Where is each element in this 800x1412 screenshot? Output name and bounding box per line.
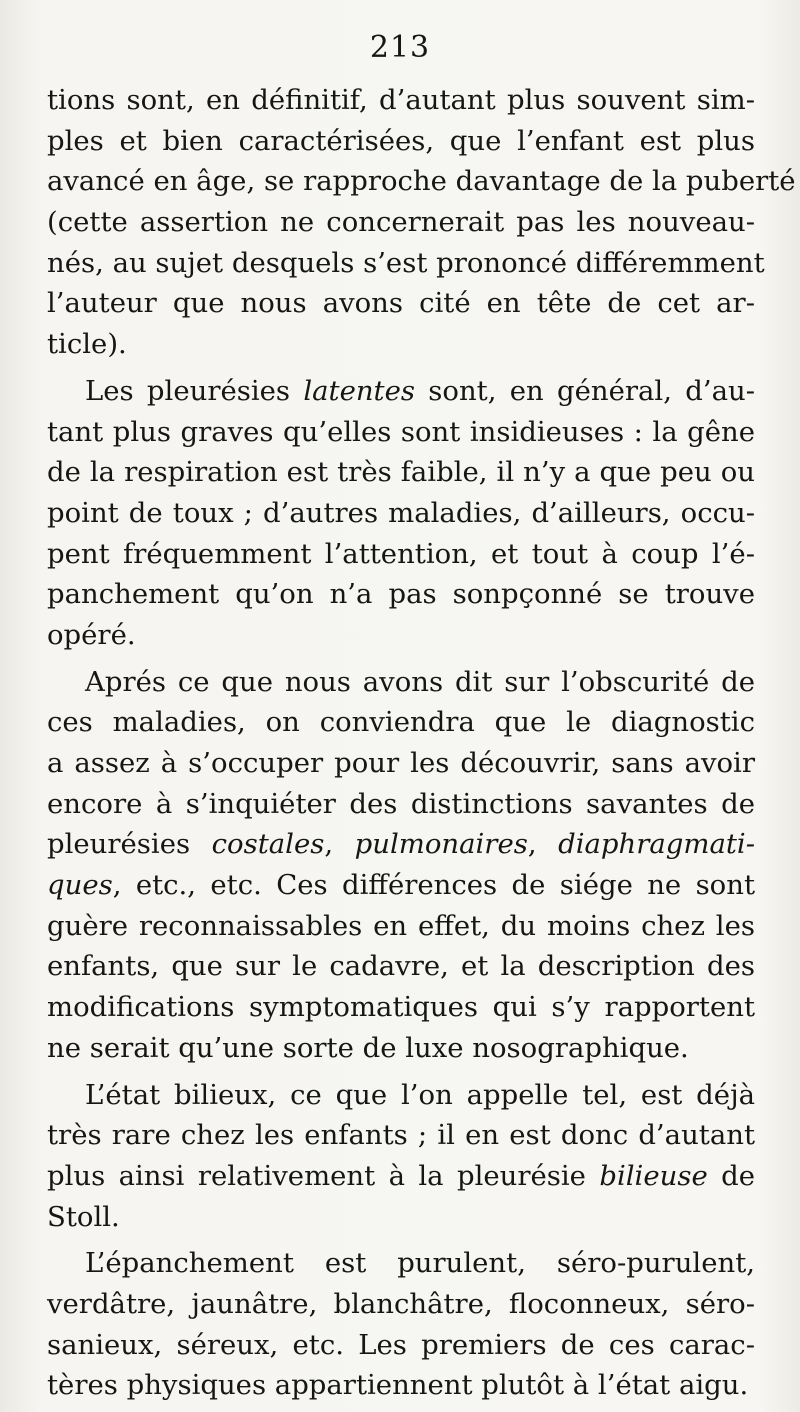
text-line: ces maladies, on conviendra que le diagnostic [47,706,755,739]
text-line: point de toux ; d’autres maladies, d’ailleurs, occu- [47,496,755,529]
page-number: 213 [369,30,431,65]
text-line: de la respiration est très faible, il n’y a que peu ou [47,456,755,489]
text-line: plus ainsi relativement à la pleurésie bilieuse de [47,1159,756,1192]
text-line: encore à s’inquiéter des distinctions savantes de [47,787,755,820]
text-line: (cette assertion ne concernerait pas les nouveau- [47,206,755,239]
text-line: tions sont, en définitif, d’autant plus souvent sim- [47,84,755,116]
text-line: nés, au sujet desquels s’est prononcé différemment [47,246,765,279]
text-line: avancé en âge, se rapproche davantage de la puberté [47,165,796,198]
text-line: enfants, que sur le cadavre, et la description des [47,950,755,983]
text-line: pleurésies costales, pulmonaires, diaphragmati- [47,828,756,861]
text-line: ples et bien caractérisées, que l’enfant est plus [47,124,755,157]
text-line: modifications symptomatiques qui s’y rapportent [47,991,755,1024]
text-line: guère reconnaissables en effet, du moins chez les [47,909,755,942]
text-line: panchement qu’on n’a pas sonpçonné se trouve [47,578,755,611]
text-line: verdâtre, jaunâtre, blanchâtre, floconneux, séro- [47,1287,755,1320]
text-line: a assez à s’occuper pour les découvrir, sans avoir [47,747,755,779]
text-line: tant plus graves qu’elles sont insidieuses : la gêne [47,415,755,448]
body-text [47,80,796,1406]
text-line: ques, etc., etc. Ces différences de siége ne sont [47,869,755,902]
text-line: tères physiques appartiennent plutôt à l’état aigu. [47,1369,749,1402]
text-line: Stoll. [47,1200,120,1233]
text-line: Les pleurésies latentes sont, en général, d’au- [85,374,755,407]
text-line: L’épanchement est purulent, séro-purulent, [85,1247,755,1280]
text-line: ne serait qu’une sorte de luxe nosographique. [47,1031,689,1064]
text-line: l’auteur que nous avons cité en tête de cet ar- [47,287,755,320]
text-line: sanieux, séreux, etc. Les premiers de ces carac- [47,1328,755,1361]
text-line: L’état bilieux, ce que l’on appelle tel, est déjà [85,1078,755,1111]
text-line: opéré. [47,618,136,651]
text-line: pent fréquemment l’attention, et tout à coup l’é- [47,537,755,570]
text-line: très rare chez les enfants ; il en est donc d’autant [47,1119,755,1152]
text-line: Aprés ce que nous avons dit sur l’obscurité de [85,665,755,698]
text-line: ticle). [47,328,127,361]
